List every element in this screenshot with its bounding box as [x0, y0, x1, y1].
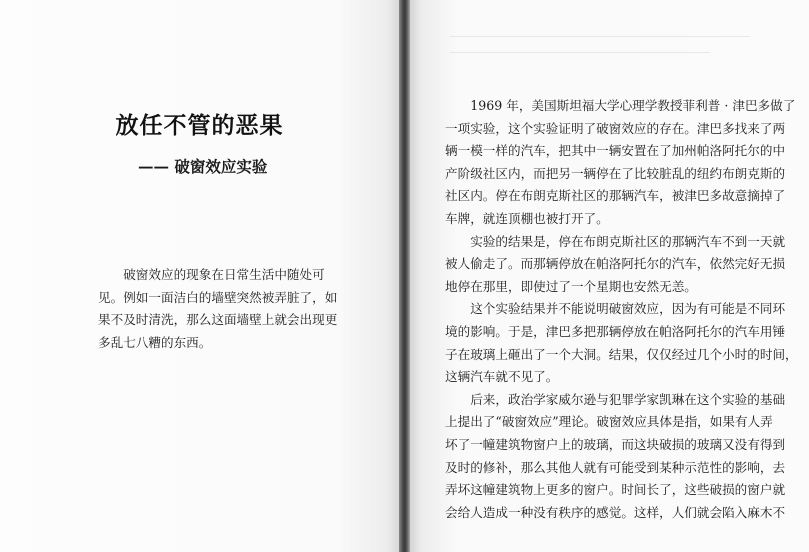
body-line: 车牌，就连顶棚也被打开了。: [445, 210, 609, 226]
book-spine: [399, 0, 410, 552]
body-line: 社区内。停在布朗克斯社区的那辆汽车，被津巴多故意摘掉了: [445, 188, 786, 204]
left-page: [0, 0, 399, 552]
body-line: 后来，政治学家威尔逊与犯罪学家凯琳在这个实验的基础: [470, 391, 786, 407]
body-line: 实验的结果是，停在布朗克斯社区的那辆汽车不到一天就: [470, 233, 786, 249]
body-line: 子在玻璃上砸出了一个大洞。结果，仅仅经过几个小时的时间，: [445, 346, 798, 362]
body-line: 这辆汽车就不见了。: [445, 369, 559, 385]
intro-line: 多乱七八糟的东西。: [98, 334, 212, 350]
body-line: 境的影响。于是，津巴多把那辆停放在帕洛阿托尔的汽车用锤: [445, 323, 786, 339]
intro-line: 见。例如一面洁白的墙壁突然被弄脏了，如: [98, 289, 338, 305]
intro-line: 破窗效应的现象在日常生活中随处可: [123, 267, 325, 282]
chapter-subtitle: —— 破窗效应实验: [138, 157, 268, 176]
body-line: 1969 年，美国斯坦福大学心理学教授菲利普 · 津巴多做了: [470, 98, 796, 113]
body-line: 这个实验结果并不能说明破窗效应，因为有可能是不同环: [470, 301, 786, 317]
body-line: 辆一模一样的汽车，把其中一辆安置在了加州帕洛阿托尔的中: [445, 143, 786, 159]
body-line: 产阶级社区内，而把另一辆停在了比较脏乱的纽约布朗克斯的: [445, 165, 786, 181]
body-line: 被人偷走了。而那辆停放在帕洛阿托尔的汽车，依然完好无损: [445, 256, 786, 272]
body-line: 弄坏这幢建筑物上更多的窗户。时间长了，这些破损的窗户就: [445, 482, 786, 498]
intro-paragraph: [98, 264, 338, 354]
intro-line: 果不及时清洗，那么这面墙壁上就会出现更: [98, 312, 338, 327]
body-line: 会给人造成一种没有秩序的感觉。这样，人们就会陷入麻木不: [445, 504, 786, 520]
body-line: 及时的修补，那么其他人就有可能受到某种示范性的影响，去: [445, 459, 786, 475]
chapter-title: 放任不管的恶果: [115, 112, 284, 139]
bleed-through-line: [450, 36, 750, 37]
body-text: [445, 95, 798, 524]
bleed-through-line: [450, 52, 710, 53]
body-line: 地停在那里，即使过了一个星期也安然无恙。: [445, 278, 697, 294]
body-line: 一项实验，这个实验证明了破窗效应的存在。津巴多找来了两: [445, 120, 786, 136]
body-line: 坏了一幢建筑物窗户上的玻璃，而这块破损的玻璃又没有得到: [445, 436, 786, 452]
body-line: 上提出了“破窗效应”理论。破窗效应具体是指，如果有人弄: [445, 414, 773, 430]
